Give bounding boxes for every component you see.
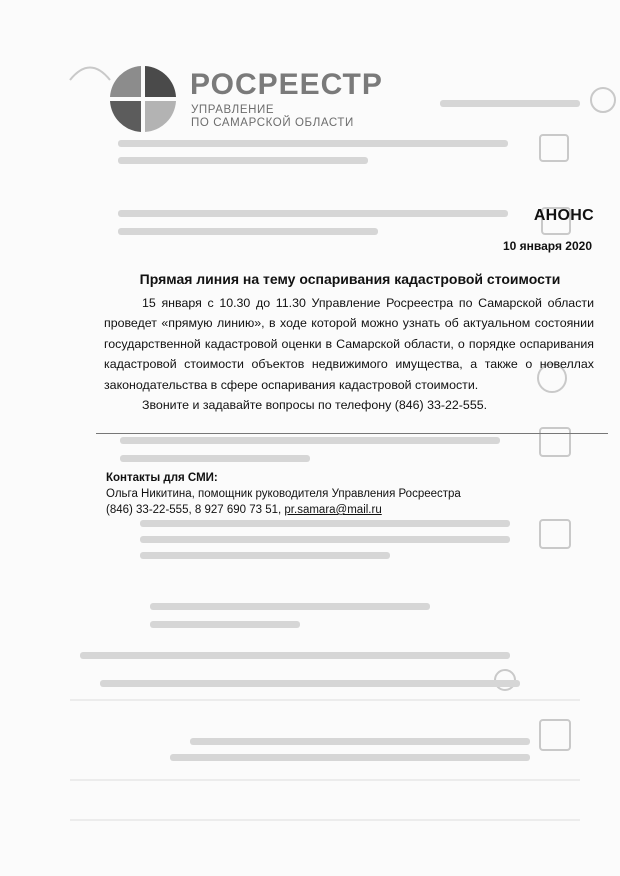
announcement-date: 10 января 2020 [502,239,592,253]
announcement-label: АНОНС [533,207,594,224]
divider-line [96,433,608,434]
article-paragraph-1: 15 января с 10.30 до 11.30 Управление Росреестра по Самарской области проведет «прямую линию», в ходе которой можно узнать об актуальном состоянии государственной кадастровой оценки в Самарской области, о порядке оспаривания кадастровой стоимости объектов недвижимого имущества, а также о новеллах законодательства в сфере оспаривания кадастровой стоимости. [104,296,594,392]
contacts-phones-line [106,502,461,518]
logo-subtitle-line1: УПРАВЛЕНИЕ [191,104,275,116]
contacts-heading: Контакты для СМИ: [106,472,218,484]
contacts-email-link[interactable]: pr.samara@mail.ru [284,504,382,516]
logo-subtitle-line2: ПО САМАРСКОЙ ОБЛАСТИ [191,117,354,129]
logo-subtitle [191,104,354,130]
contacts-phones: (846) 33-22-555, 8 927 690 73 51, [106,504,282,516]
contacts-person: Ольга Никитина, помощник руководителя Управления Росреестра [106,488,461,500]
logo-name: РОСРЕЕСТР [190,68,383,101]
article-paragraph-2: Звоните и задавайте вопросы по телефону (846) 33-22-555. [142,398,488,413]
media-contacts [106,470,461,518]
article-title: Прямая линия на тему оспаривания кадастровой стоимости [139,271,561,287]
article-body [104,293,594,415]
rosreestr-emblem-icon [108,64,178,134]
rosreestr-logo [108,64,388,134]
